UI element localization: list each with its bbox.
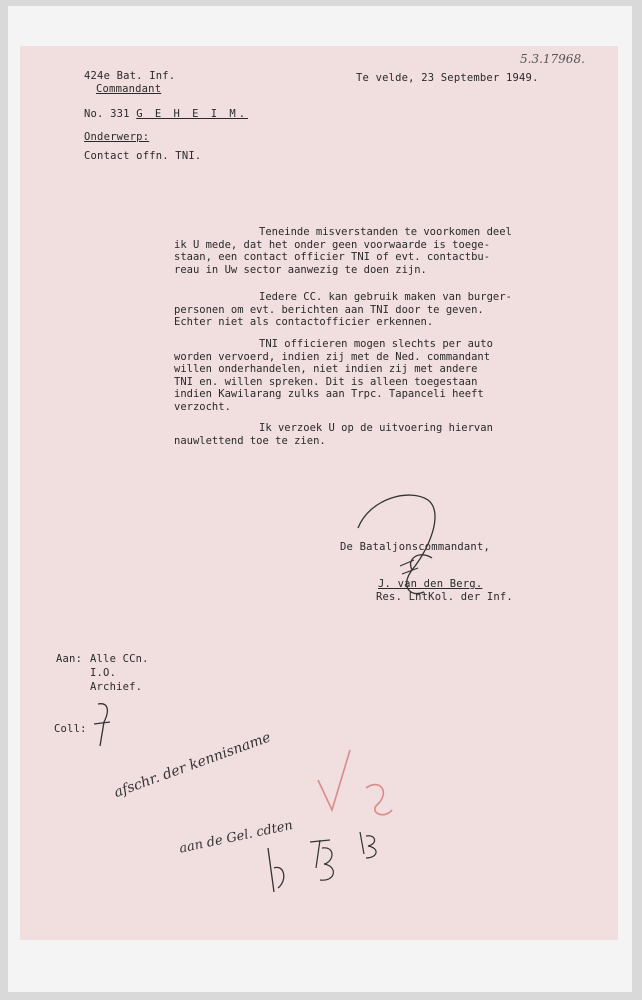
handwritten-note-line1: afschr. der kennisname [112,729,273,802]
body-paragraph-1 [174,226,534,276]
paragraph-line: worden vervoerd, indien zij met de Ned. commandant [174,350,491,363]
paragraph-line: Ik verzoek U op de uitvoering hiervan [259,422,493,434]
handwritten-note-line2: aan de Gel. cdten [178,817,295,857]
red-pencil-marks [310,740,400,830]
body-paragraph-4 [174,422,534,447]
recipient-2: I.O. [90,667,117,679]
paragraph-line: TNI officieren mogen slechts per auto [259,338,493,350]
signatory-rank: Res. LntKol. der Inf. [376,591,513,603]
distribution-label: Aan: [56,653,83,665]
paragraph-line: verzocht. [174,400,231,413]
place-date: Te velde, 23 September 1949. [356,72,539,84]
coll-initial-mark [90,700,120,750]
coll-label: Coll: [54,723,87,735]
body-paragraph-3 [174,338,534,413]
subject-text: Contact offn. TNI. [84,150,202,162]
unit-role: Commandant [96,83,162,95]
paragraph-line: indien Kawilarang zulks aan Trpc. Tapanceli heeft [174,388,484,400]
paragraph-line: willen onderhandelen, niet indien zij met andere [174,363,478,375]
signatory-name: J. van den Berg. [378,578,483,590]
initials-marks [260,828,400,904]
recipient-1: Alle CCn. [90,653,149,665]
signature-closing: De Bataljonscommandant, [340,541,490,553]
paragraph-line: reau in Uw sector aanwezig te doen zijn. [174,263,427,276]
paragraph-line: Echter niet als contactofficier erkennen. [174,316,434,328]
subject-label: Onderwerp: [84,131,150,143]
paragraph-line: Teneinde misverstanden te voorkomen deel [259,226,512,238]
paragraph-line: ik U mede, dat het onder geen voorwaarde is toege- [174,238,491,251]
paragraph-line: nauwlettend toe te zien. [174,434,326,447]
letter-number [84,107,248,121]
archive-number: 5.3.17968. [520,52,585,66]
recipient-3: Archief. [90,681,143,693]
handwritten-signature [340,488,460,618]
body-paragraph-2 [174,291,534,329]
paragraph-line: Iedere CC. kan gebruik maken van burger- [259,291,512,303]
number-prefix: No. 331 [84,108,130,120]
classification: G E H E I M. [136,108,249,120]
paragraph-line: TNI en. willen spreken. Dit is alleen toegestaan [174,375,478,388]
paragraph-line: staan, een contact officier TNI of evt. contactbu- [174,251,491,263]
unit-name: 424e Bat. Inf. [84,70,176,82]
paragraph-line: personen om evt. berichten aan TNI door te geven. [174,303,484,316]
